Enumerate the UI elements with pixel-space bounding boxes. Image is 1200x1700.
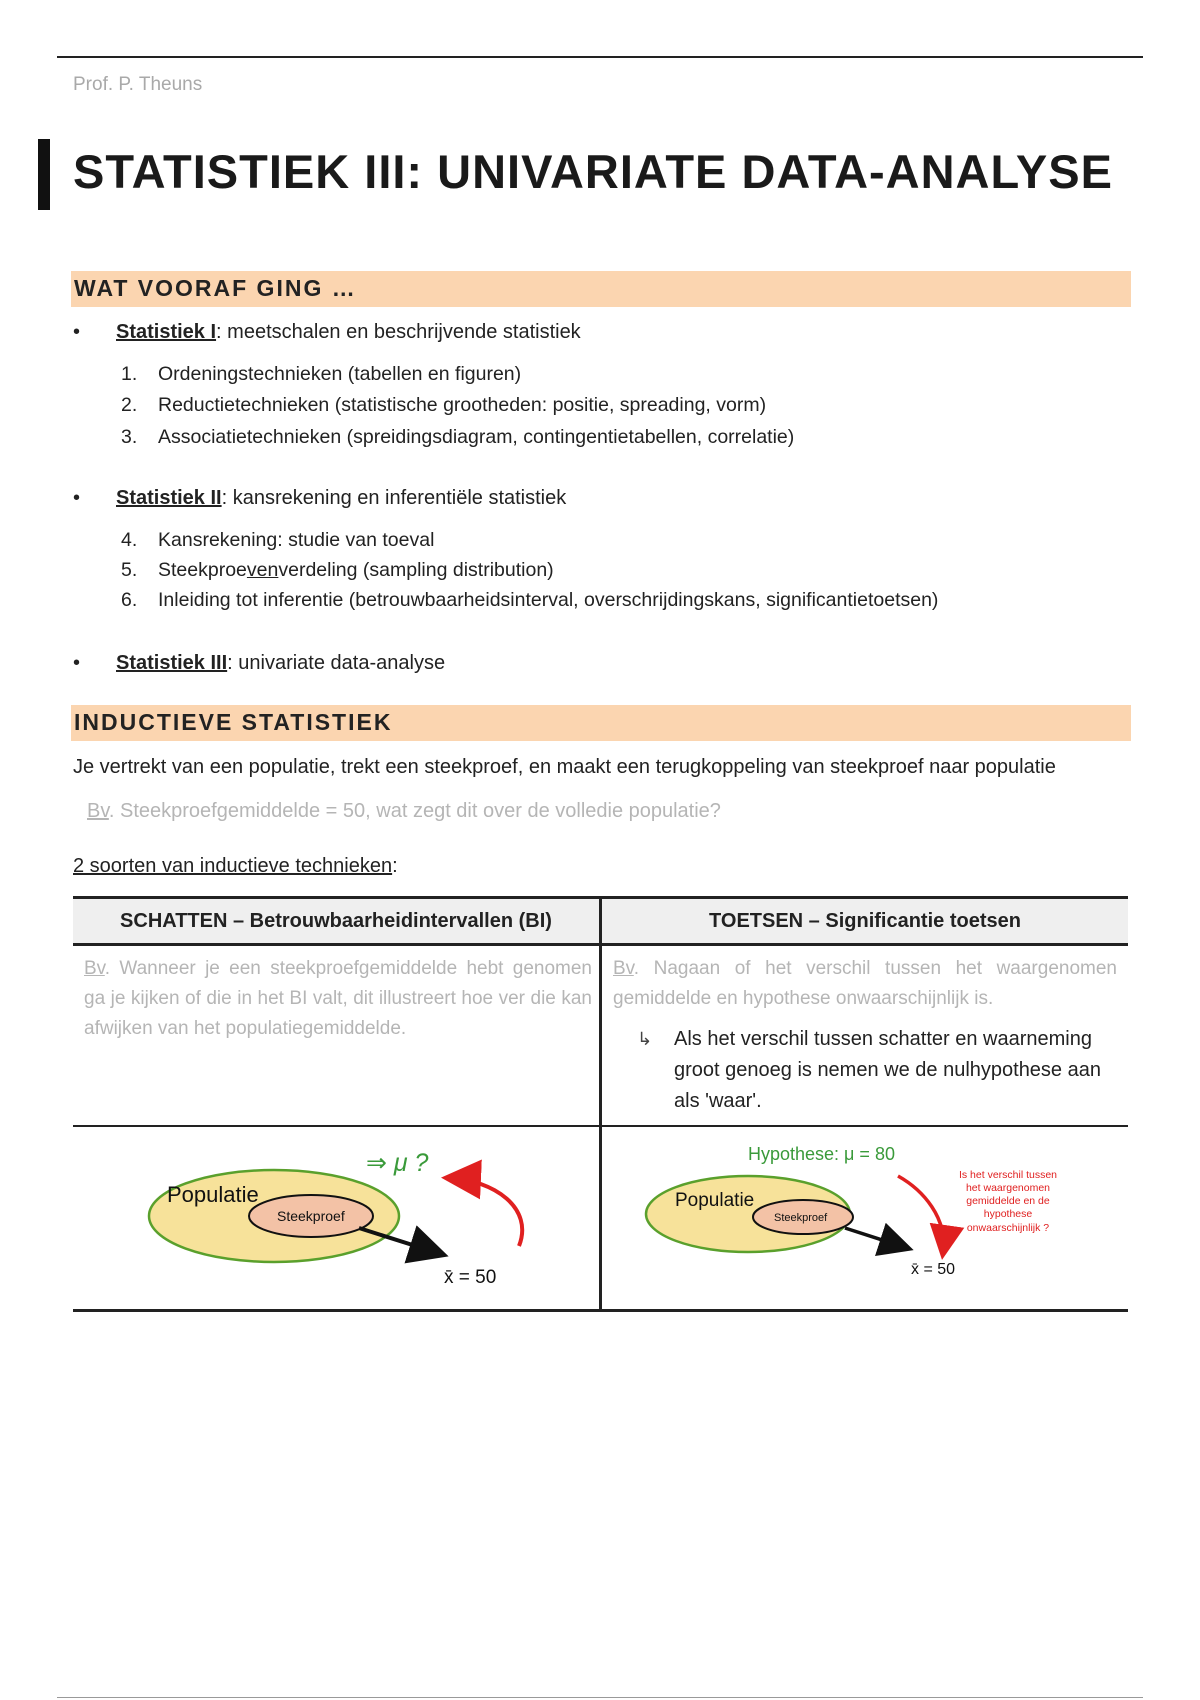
diagram-schatten (74, 1128, 598, 1303)
top-rule (57, 56, 1143, 58)
bottom-rule (57, 1697, 1143, 1698)
mu-label: ⇒ μ ? (366, 1149, 429, 1177)
conclusion-paragraph: ↳ Als het verschil tussen schatter en waarneming groot genoeg is nemen we de nulhypothese aan als 'waar'. (603, 1024, 1127, 1117)
bullet-desc: : univariate data-analyse (227, 652, 446, 674)
table-cell-schatten-text: Bv. Wanneer je een steekproefgemiddelde hebt genomen ga je kijken of die in het BI valt, dit illustreert hoe ver die kan afwijken van het populatiegemiddelde. (73, 945, 601, 1127)
test-arrow (898, 1176, 944, 1253)
section-heading-inductieve (71, 705, 1131, 741)
diagram-toetsen (603, 1128, 1127, 1303)
table-header-toetsen: TOETSEN – Significantie toetsen (601, 898, 1129, 945)
sample-label: Steekproef (774, 1212, 828, 1224)
svg-text:onwaarschijnlijk ?: onwaarschijnlijk ? (966, 1222, 1050, 1234)
bullet-dot: • (73, 487, 81, 509)
table-cell-toetsen-text: Bv. Nagaan of het verschil tussen het waargenomen gemiddelde en hypothese onwaarschijnlijk is. ↳ Als het verschil tussen schatter en waarneming groot genoeg is nemen we de nulhypothese aan als 'waar'. (601, 945, 1129, 1127)
title-accent-bar (38, 139, 50, 210)
bullet-label: Statistiek II (116, 487, 222, 509)
svg-text:hypothese: hypothese (983, 1208, 1033, 1220)
diagram-toetsen-cell (601, 1126, 1129, 1311)
population-label: Populatie (167, 1182, 259, 1207)
section-heading-text: WAT VOORAF GING … (74, 275, 357, 301)
return-arrow-icon: ↳ (637, 1029, 653, 1049)
population-label: Populatie (675, 1190, 755, 1211)
sample-label: Steekproef (277, 1208, 345, 1224)
hypothesis-label: Hypothese: μ = 80 (748, 1144, 895, 1164)
page-title: STATISTIEK III: UNIVARIATE DATA-ANALYSE (73, 145, 1113, 198)
intro-text: Je vertrekt van een populatie, trekt een steekproef, en maakt een terugkoppeling van steekproef naar populatie (73, 756, 1056, 778)
svg-text:het waargenomen: het waargenomen (965, 1182, 1051, 1194)
diagram-schatten-cell (73, 1126, 601, 1311)
section-heading-wat-vooraf (71, 271, 1131, 307)
xbar-label: x̄ = 50 (911, 1261, 956, 1278)
techniques-table (73, 896, 1128, 1312)
sample-arrow (845, 1228, 907, 1248)
inference-arrow (449, 1178, 522, 1246)
bullet-desc: : meetschalen en beschrijvende statistiek (216, 321, 581, 343)
bullet-dot: • (73, 321, 81, 343)
xbar-label: x̄ = 50 (444, 1267, 497, 1288)
svg-text:Is het verschil tussen: Is het verschil tussen (958, 1169, 1058, 1181)
svg-text:gemiddelde en de: gemiddelde en de (966, 1195, 1050, 1207)
example-text: Bv. Steekproefgemiddelde = 50, wat zegt dit over de volledie populatie? (87, 800, 721, 822)
question-text (959, 1169, 1057, 1234)
techniques-label: 2 soorten van inductieve technieken: (73, 855, 398, 877)
section-heading-text: INDUCTIEVE STATISTIEK (74, 709, 393, 735)
table-header-schatten: SCHATTEN – Betrouwbaarheidintervallen (BI) (73, 898, 601, 945)
bullet-label: Statistiek III (116, 652, 228, 674)
author: Prof. P. Theuns (73, 74, 203, 95)
bullet-dot: • (73, 652, 81, 674)
bullet-desc: : kansrekening en inferentiële statistiek (221, 487, 567, 509)
bullet-label: Statistiek I (116, 321, 217, 343)
